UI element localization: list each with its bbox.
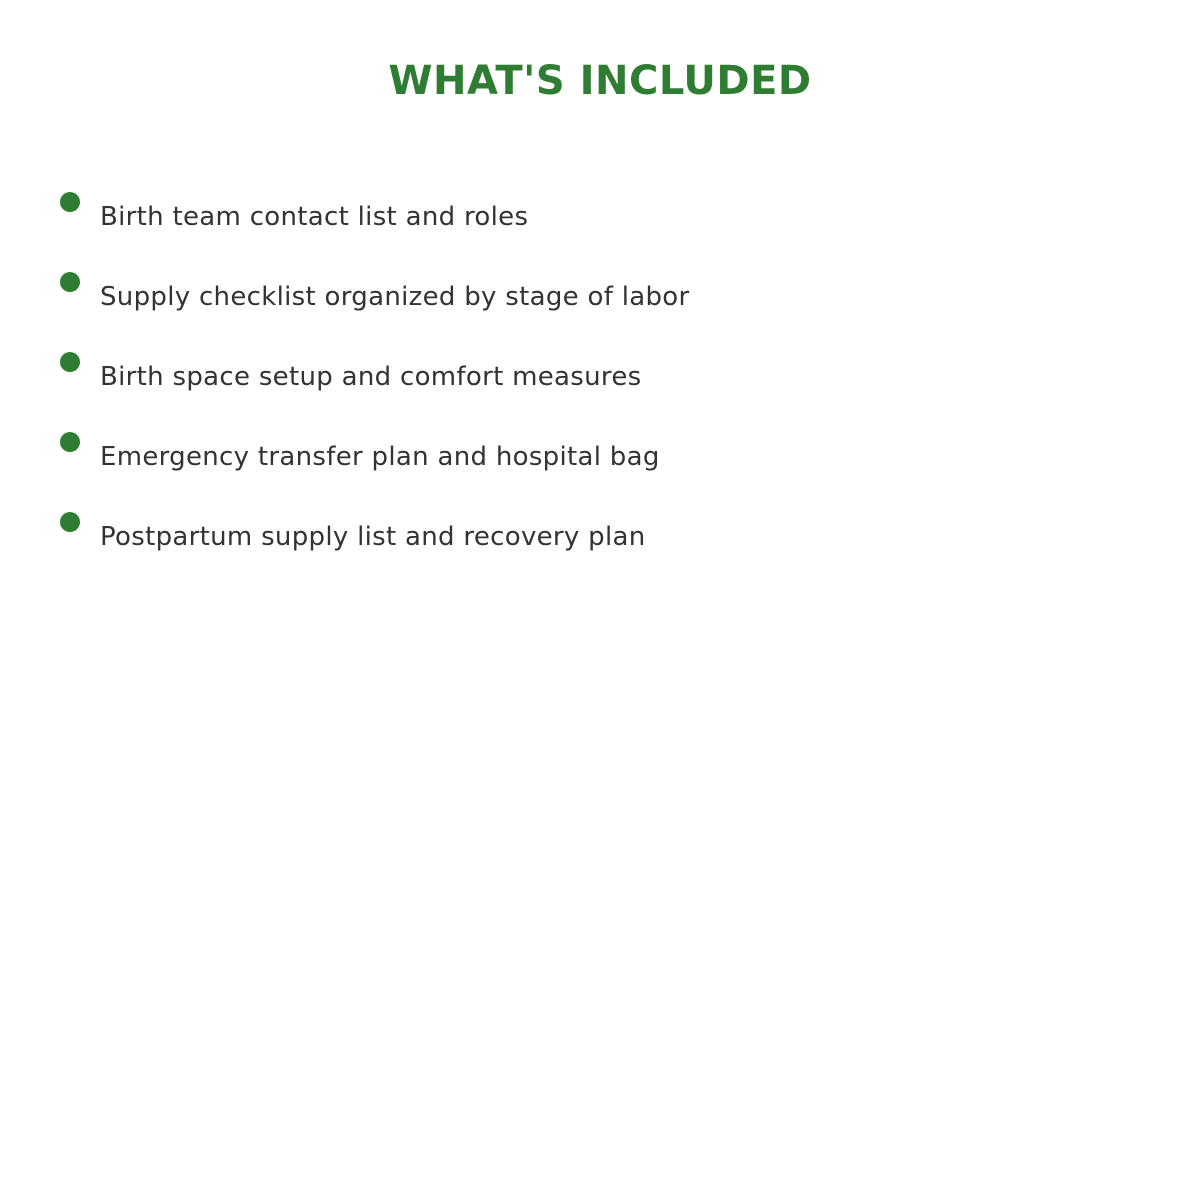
list-item-label: Emergency transfer plan and hospital bag xyxy=(100,442,660,472)
bullet-dot-icon xyxy=(60,352,80,372)
list-item xyxy=(0,352,1100,412)
list-item xyxy=(0,432,1100,492)
section-title: WHAT'S INCLUDED xyxy=(388,58,812,104)
list-item-label: Supply checklist organized by stage of labor xyxy=(100,282,690,312)
bullet-dot-icon xyxy=(60,272,80,292)
bullet-dot-icon xyxy=(60,192,80,212)
bullet-dot-icon xyxy=(60,432,80,452)
list-item-label: Postpartum supply list and recovery plan xyxy=(100,522,646,552)
list-item-label: Birth team contact list and roles xyxy=(100,202,529,232)
list-item-label: Birth space setup and comfort measures xyxy=(100,362,642,392)
list-item xyxy=(0,192,1100,252)
list-item xyxy=(0,272,1100,332)
bullet-dot-icon xyxy=(60,512,80,532)
list-item xyxy=(0,512,1100,572)
